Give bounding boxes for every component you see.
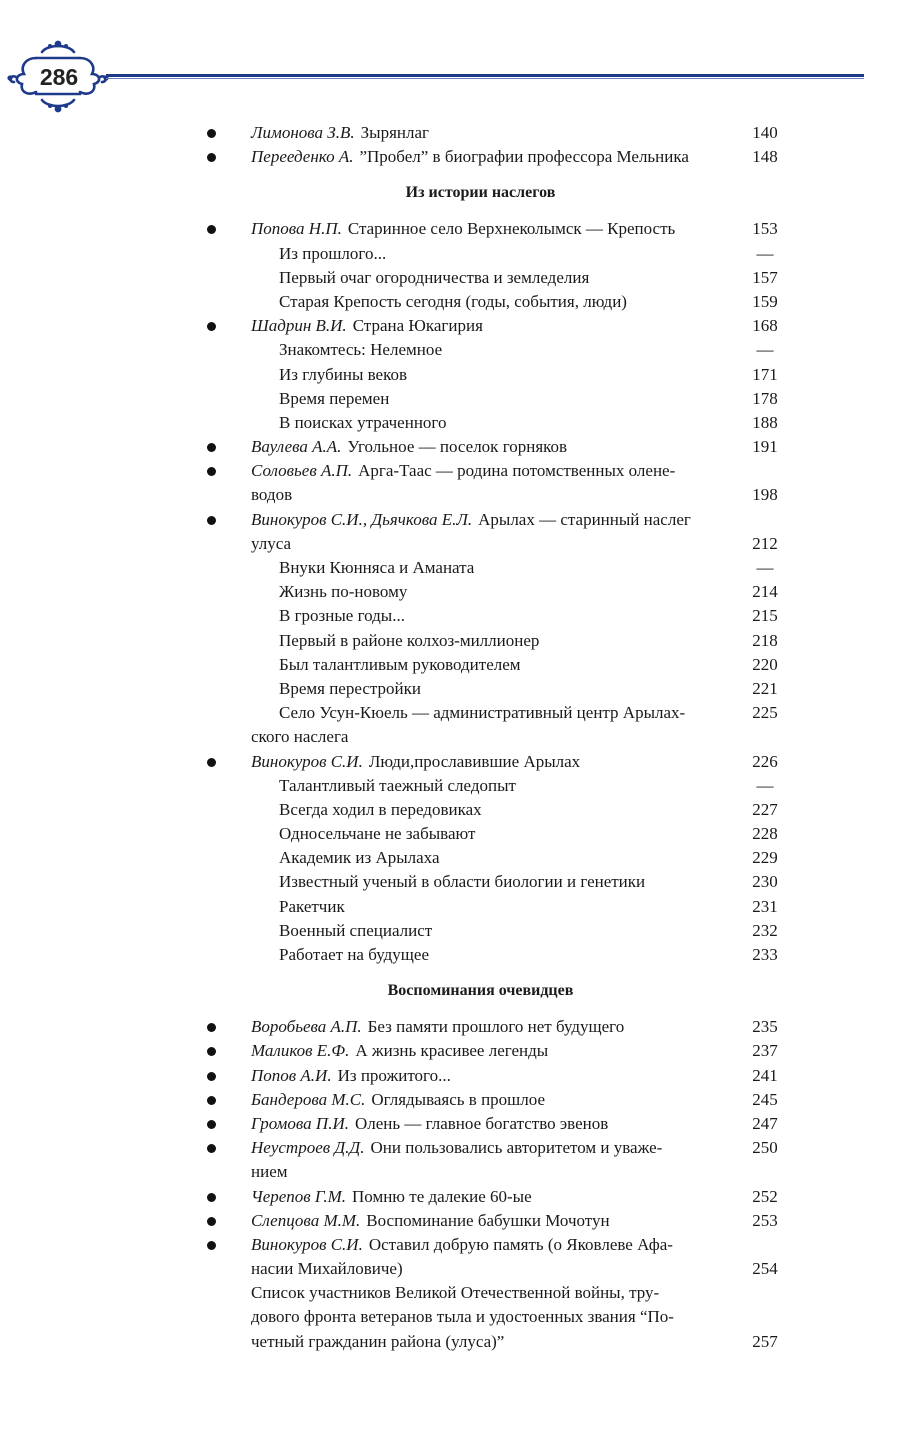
toc-continuation — [0, 1257, 899, 1281]
toc-entry-text — [251, 532, 291, 556]
toc-subentry — [0, 919, 899, 943]
toc-title: Они пользовались авторитетом и уваже- — [370, 1138, 663, 1158]
toc-author: Попов А.И. — [251, 1065, 332, 1085]
toc-title: Арылах — старинный наслег — [478, 509, 691, 529]
toc-title: Знакомтесь: Нелемное — [279, 340, 443, 360]
toc-title: Жизнь по-новому — [279, 582, 408, 602]
bullet-icon — [207, 467, 216, 476]
table-of-contents — [0, 121, 899, 1354]
toc-entry-text — [251, 1088, 545, 1112]
toc-page-number: 253 — [752, 1210, 778, 1230]
toc-subentry — [0, 943, 899, 967]
toc-entry-text — [279, 677, 421, 701]
toc-author: Бандерова М.С. — [251, 1089, 366, 1109]
bullet-icon — [207, 1144, 216, 1153]
toc-title: Первый очаг огородничества и земледелия — [279, 267, 590, 287]
toc-title: Воспоминание бабушки Мочотун — [366, 1210, 610, 1230]
toc-entry-text — [251, 1015, 624, 1039]
toc-subentry — [0, 895, 899, 919]
toc-subentry — [0, 338, 899, 362]
toc-entry — [0, 1064, 899, 1088]
toc-entry-text — [279, 266, 589, 290]
toc-title: Список участников Великой Отечественной войны, тру- — [251, 1283, 660, 1303]
toc-title: дового фронта ветеранов тыла и удостоенных звания “По- — [251, 1307, 674, 1327]
toc-entry-text — [251, 1112, 608, 1136]
toc-title: Старая Крепость сегодня (годы, события, люди) — [279, 291, 627, 311]
toc-page-number: 218 — [752, 630, 778, 650]
toc-title: Арга-Таас — родина потомственных олене- — [358, 461, 676, 481]
toc-title: Оставил добрую память (о Яковлеве Афа- — [368, 1234, 673, 1254]
toc-entry-text — [251, 750, 580, 774]
toc-page-number: 228 — [752, 824, 778, 844]
toc-page-number: 198 — [752, 485, 778, 505]
toc-author: Попова Н.П. — [251, 219, 342, 239]
toc-title: Работает на будущее — [279, 945, 429, 964]
toc-author: Винокуров С.И., Дьячкова Е.Л. — [251, 509, 473, 529]
toc-title: Время перестройки — [279, 678, 421, 698]
toc-entry-text — [279, 919, 432, 943]
toc-page-number: 157 — [752, 267, 778, 287]
toc-entry-text — [251, 1064, 451, 1088]
toc-entry — [0, 750, 899, 774]
toc-subentry — [0, 411, 899, 435]
toc-subentry — [0, 653, 899, 677]
toc-entry — [0, 435, 899, 459]
bullet-icon — [207, 1047, 216, 1056]
bullet-icon — [207, 129, 216, 138]
toc-entry — [0, 1112, 899, 1136]
toc-author: Соловьев А.П. — [251, 461, 353, 481]
toc-entry — [0, 1015, 899, 1039]
toc-entry-text — [251, 314, 483, 338]
toc-author: Винокуров С.И. — [251, 751, 363, 771]
toc-author: Громова П.И. — [251, 1113, 349, 1133]
toc-page-number: 254 — [752, 1259, 778, 1279]
toc-title: Известный ученый в области биологии и генетики — [279, 872, 646, 892]
toc-title: ского наслега — [251, 727, 349, 747]
toc-entry-text — [279, 943, 429, 967]
toc-page-number: 153 — [752, 219, 778, 239]
toc-entry-text — [279, 701, 685, 725]
toc-title: Село Усун-Кюель — административный центр Арылах- — [279, 703, 686, 723]
bullet-icon — [207, 322, 216, 331]
toc-entry-text — [279, 822, 475, 846]
section-heading — [0, 967, 899, 1015]
toc-title: Первый в районе колхоз-миллионер — [279, 630, 540, 650]
toc-page-number: 168 — [752, 316, 778, 336]
toc-entry-text — [251, 1185, 532, 1209]
toc-entry-text — [251, 1039, 548, 1063]
toc-title: Олень — главное богатство эвенов — [354, 1113, 609, 1133]
toc-page-number: — — [756, 775, 774, 795]
toc-page-number: 229 — [752, 848, 778, 868]
toc-entry-text — [251, 1136, 662, 1160]
toc-page-number: 171 — [752, 364, 778, 384]
toc-entry-text — [279, 556, 474, 580]
toc-author: Неустроев Д.Д. — [251, 1138, 365, 1158]
toc-entry — [0, 145, 899, 169]
bullet-icon — [207, 443, 216, 452]
toc-entry — [0, 1209, 899, 1233]
toc-title: Академик из Арылаха — [279, 848, 440, 868]
toc-page-number: 247 — [752, 1113, 778, 1133]
toc-author: Винокуров С.И. — [251, 1234, 363, 1254]
toc-title: Внуки Кюнняса и Аманата — [279, 558, 475, 577]
toc-title: нием — [251, 1162, 288, 1182]
toc-entry-text — [251, 1257, 403, 1281]
bullet-icon — [207, 1120, 216, 1129]
toc-subentry — [0, 580, 899, 604]
toc-author: Ваулева А.А. — [251, 437, 342, 457]
page-number: 286 — [39, 64, 79, 90]
toc-title: улуса — [251, 533, 292, 553]
page-header — [0, 36, 899, 116]
section-heading-text: Из истории наслегов — [405, 184, 556, 202]
toc-entry-text — [279, 411, 446, 435]
toc-entry — [0, 1039, 899, 1063]
toc-page-number: 231 — [752, 896, 778, 916]
bullet-icon — [207, 1193, 216, 1202]
toc-subentry — [0, 798, 899, 822]
toc-author: Слепцова М.М. — [251, 1210, 361, 1230]
section-heading — [0, 169, 899, 217]
toc-page-number: 159 — [752, 291, 778, 311]
toc-page-number: 221 — [752, 678, 778, 698]
toc-page-number: — — [756, 340, 774, 360]
toc-title: Из глубины веков — [279, 364, 408, 384]
toc-title: насии Михайловиче) — [251, 1259, 403, 1279]
toc-page-number: 220 — [752, 654, 778, 674]
toc-continuation — [0, 1281, 899, 1305]
section-heading-text: Воспоминания очевидцев — [387, 982, 574, 1000]
toc-subentry — [0, 846, 899, 870]
toc-page-number: 215 — [752, 606, 778, 626]
toc-title: Помню те далекие 60-ые — [352, 1186, 532, 1206]
toc-subentry — [0, 774, 899, 798]
toc-entry — [0, 1185, 899, 1209]
toc-subentry — [0, 701, 899, 725]
bullet-icon — [207, 1217, 216, 1226]
toc-page-number: 252 — [752, 1186, 778, 1206]
toc-title: четный гражданин района (улуса)” — [251, 1331, 505, 1351]
toc-entry-text — [279, 774, 516, 798]
toc-title: Всегда ходил в передовиках — [279, 799, 482, 819]
toc-entry-text — [251, 725, 348, 749]
toc-page-number: — — [756, 243, 774, 263]
toc-page-number: — — [756, 558, 774, 577]
toc-continuation — [0, 1305, 899, 1329]
toc-page-number: 233 — [752, 945, 778, 964]
toc-entry — [0, 1088, 899, 1112]
toc-page-number: 188 — [752, 412, 778, 432]
toc-page-number: 230 — [752, 872, 778, 892]
toc-entry-text — [279, 387, 389, 411]
toc-continuation — [0, 1330, 899, 1354]
toc-title: водов — [251, 485, 293, 505]
header-rule — [106, 74, 864, 77]
toc-entry — [0, 121, 899, 145]
toc-page-number: 241 — [752, 1065, 778, 1085]
toc-entry-text — [279, 580, 407, 604]
toc-page-number: 232 — [752, 920, 778, 940]
toc-continuation — [0, 725, 899, 749]
toc-title: Зырянлаг — [360, 123, 429, 142]
toc-entry — [0, 508, 899, 532]
toc-entry-text — [251, 217, 675, 241]
toc-author: Лимонова З.В. — [251, 123, 355, 142]
toc-continuation — [0, 532, 899, 556]
toc-subentry — [0, 629, 899, 653]
bullet-icon — [207, 1241, 216, 1250]
toc-entry-text — [279, 363, 407, 387]
toc-title: Оглядываясь в прошлое — [371, 1089, 546, 1109]
toc-entry-text — [251, 1160, 288, 1184]
toc-subentry — [0, 363, 899, 387]
toc-subentry — [0, 604, 899, 628]
toc-page-number: 235 — [752, 1017, 778, 1037]
toc-title: Талантливый таежный следопыт — [279, 775, 516, 795]
toc-title: Был талантливым руководителем — [279, 654, 521, 674]
toc-entry-text — [279, 870, 645, 894]
toc-author: Воробьева А.П. — [251, 1017, 362, 1037]
toc-entry-text — [251, 121, 429, 145]
toc-page-number: 237 — [752, 1041, 778, 1061]
toc-entry-text — [279, 242, 386, 266]
toc-page-number: 226 — [752, 751, 778, 771]
toc-entry — [0, 217, 899, 241]
toc-author: Маликов Е.Ф. — [251, 1041, 350, 1061]
toc-page-number: 257 — [752, 1331, 778, 1351]
toc-title: Люди,прославившие Арылах — [368, 751, 581, 771]
toc-page-number: 225 — [752, 703, 778, 723]
toc-entry — [0, 314, 899, 338]
toc-subentry — [0, 290, 899, 314]
toc-title: Односельчане не забывают — [279, 824, 476, 844]
toc-continuation — [0, 1160, 899, 1184]
bullet-icon — [207, 1023, 216, 1032]
toc-entry-text — [251, 1209, 610, 1233]
toc-entry-text — [251, 1330, 504, 1354]
toc-entry-text — [251, 435, 567, 459]
toc-page-number: 178 — [752, 388, 778, 408]
toc-entry-text — [279, 846, 440, 870]
toc-title: Ракетчик — [279, 896, 345, 916]
toc-page-number: 212 — [752, 533, 778, 553]
toc-entry-text — [251, 1281, 659, 1305]
toc-entry-text — [251, 459, 675, 483]
toc-page-number: 148 — [752, 147, 778, 167]
toc-subentry — [0, 870, 899, 894]
toc-page-number: 140 — [752, 123, 778, 142]
toc-subentry — [0, 556, 899, 580]
toc-entry — [0, 1136, 899, 1160]
toc-entry-text — [279, 653, 521, 677]
toc-entry-text — [251, 145, 689, 169]
toc-entry — [0, 459, 899, 483]
bullet-icon — [207, 516, 216, 525]
toc-page-number: 250 — [752, 1138, 778, 1158]
toc-entry-text — [251, 483, 292, 507]
toc-entry-text — [279, 338, 442, 362]
toc-title: В поисках утраченного — [279, 412, 447, 432]
toc-entry-text — [251, 508, 691, 532]
toc-entry-text — [279, 290, 627, 314]
toc-entry-text — [251, 1233, 673, 1257]
toc-entry-text — [279, 798, 482, 822]
toc-entry — [0, 1233, 899, 1257]
toc-title: Военный специалист — [279, 920, 433, 940]
bullet-icon — [207, 758, 216, 767]
toc-title: В грозные годы... — [279, 606, 405, 626]
bullet-icon — [207, 1072, 216, 1081]
toc-entry-text — [279, 604, 405, 628]
toc-title: Из прожитого... — [337, 1065, 451, 1085]
toc-author: Шадрин В.И. — [251, 316, 347, 336]
bullet-icon — [207, 225, 216, 234]
toc-title: А жизнь красивее легенды — [355, 1041, 549, 1061]
toc-entry-text — [279, 629, 539, 653]
toc-title: Страна Юкагирия — [352, 316, 483, 336]
toc-entry-text — [279, 895, 345, 919]
toc-page-number: 227 — [752, 799, 778, 819]
toc-subentry — [0, 387, 899, 411]
toc-page-number: 214 — [752, 582, 778, 602]
toc-subentry — [0, 822, 899, 846]
toc-author: Перееденко А. — [251, 147, 354, 167]
toc-subentry — [0, 242, 899, 266]
bullet-icon — [207, 153, 216, 162]
toc-author: Черепов Г.М. — [251, 1186, 346, 1206]
toc-title: Старинное село Верхнеколымск — Крепость — [347, 219, 676, 239]
toc-title: Время перемен — [279, 388, 390, 408]
toc-title: Без памяти прошлого нет будущего — [367, 1017, 625, 1037]
toc-title: Угольное — поселок горняков — [347, 437, 568, 457]
bullet-icon — [207, 1096, 216, 1105]
header-rule-thin — [106, 78, 864, 79]
toc-page-number: 191 — [752, 437, 778, 457]
toc-subentry — [0, 266, 899, 290]
toc-title: Из прошлого... — [279, 243, 387, 263]
toc-title: ”Пробел” в биографии профессора Мельника — [359, 147, 689, 167]
toc-continuation — [0, 483, 899, 507]
toc-entry-text — [251, 1305, 674, 1329]
toc-page-number: 245 — [752, 1089, 778, 1109]
toc-subentry — [0, 677, 899, 701]
